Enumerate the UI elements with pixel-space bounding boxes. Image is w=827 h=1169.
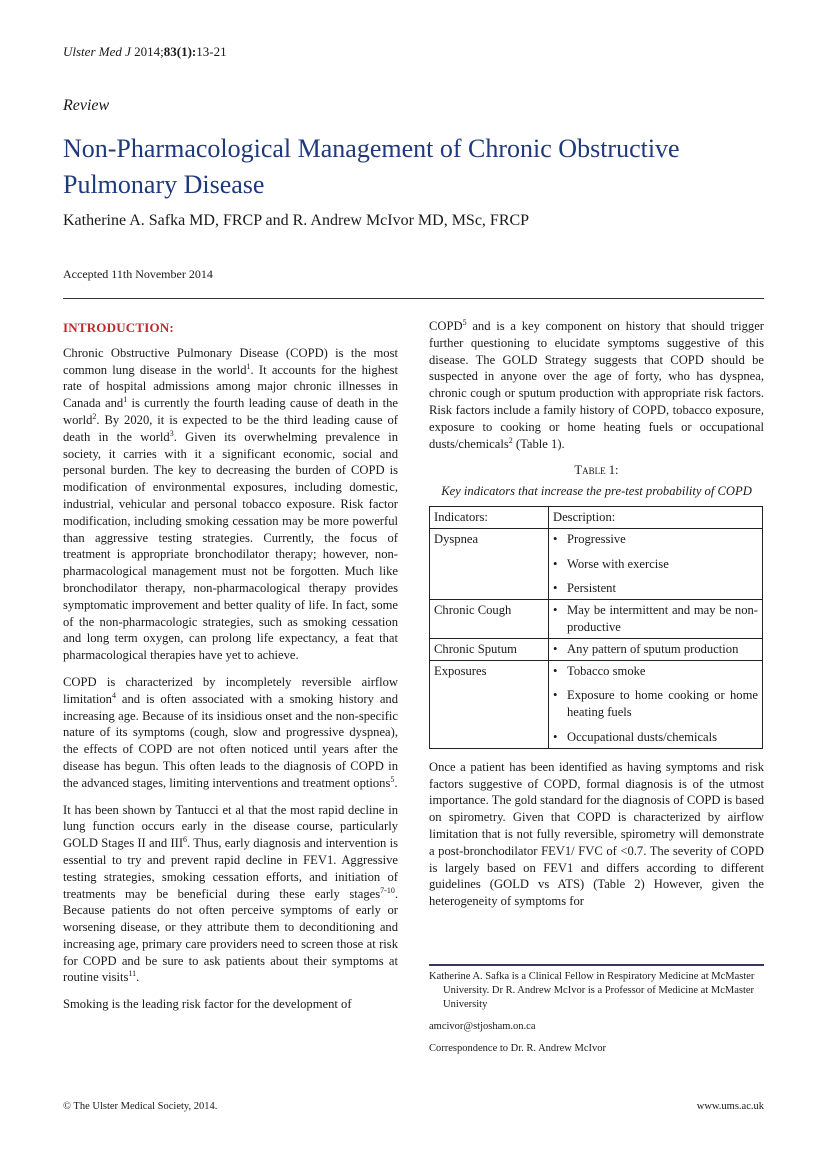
footer-website-link[interactable]: www.ums.ac.uk	[696, 1101, 764, 1112]
bullet-icon: •	[553, 729, 558, 744]
section-heading-introduction: INTRODUCTION:	[63, 320, 174, 335]
description-item: • Tobacco smoke	[553, 663, 646, 678]
citation-ref[interactable]: 3	[169, 428, 174, 438]
indicators-table	[429, 506, 763, 749]
right-column	[429, 318, 764, 920]
citation-ref[interactable]: 6	[183, 834, 188, 844]
article-title: Non-Pharmacological Management of Chronic Obstructive Pulmonary Disease	[63, 134, 680, 199]
citation-ref[interactable]: 7-10	[380, 885, 395, 895]
bullet-icon: •	[553, 663, 558, 678]
citation-ref[interactable]: 2	[92, 411, 97, 421]
paragraph-1: Chronic Obstructive Pulmonary Disease (COPD) is the most common lung disease in the world$^1$. It accounts for the highest rate of hospital admissions among major chronic illnesses in Canada and$^1$ is currently the fourth leading cause of death in the world$^2$. By 2020, it is expected to be the third leading cause of death in the world$^3$. Given its overwhelming prevalence in society, it carries with it a significant economic, social and personal burden. The key to decreasing the burden of COPD is modification of environmental exposures, including domestic, industrial, vehicular and personal tobacco exposure. Risk factor modification, including smoking cessation may be more powerful than aggressive testing strategies. Currently, the focus of treatment is appropriate bronchodilator therapy; however, non-pharmacological management must not be forgotten. Much like bronchodilator therapy, non-pharmacological therapy provides symptomatic improvement and better quality of life. In fact, some of the non-pharmacologic strategies, such as smoking cessation and long term oxygen, can prolong life expectancy, a feat that pharmacological therapies have yet to achieve.	[63, 345, 399, 663]
table-header-cell: Indicators:	[430, 506, 549, 528]
bullet-icon: •	[553, 603, 558, 618]
paragraph-6: Once a patient has been identified as having symptoms and risk factors suggestive of COPD, formal diagnosis is of the utmost importance. The gold standard for the diagnosis of COPD is based on spirometry. Given that COPD is characterized by airflow limitation that is not fully reversible, spirometry will demonstrate a post-bronchodilator FEV1/ FVC of <0.7. The severity of COPD is largely based on FEV1 and differs according to different guidelines (GOLD vs ATS) (Table 2) However, given the heterogeneity of symptoms for	[429, 759, 764, 909]
description-cell	[549, 660, 763, 748]
table-header-row	[430, 506, 763, 528]
description-item: • Worse with exercise	[553, 556, 669, 571]
table-header-cell: Description:	[549, 506, 763, 528]
table-row	[430, 600, 763, 639]
authors: Katherine A. Safka MD, FRCP and R. Andrew McIvor MD, MSc, FRCP	[63, 212, 530, 229]
journal-year: 2014;	[134, 44, 164, 59]
indicator-cell: Exposures	[430, 660, 549, 748]
bullet-icon: •	[553, 581, 558, 596]
journal-pages: 13-21	[196, 44, 227, 59]
bullet-icon: •	[553, 688, 558, 703]
description-item: • May be intermittent and may be non-productive	[553, 603, 758, 634]
contact-email[interactable]: amcivor@stjosham.on.ca	[429, 1021, 536, 1032]
table-row	[430, 528, 763, 599]
correspondence-note: Correspondence to Dr. R. Andrew McIvor	[429, 1043, 607, 1054]
description-cell	[549, 638, 763, 660]
table-caption: Key indicators that increase the pre-test probability of COPD	[441, 484, 752, 499]
accepted-date: Accepted 11th November 2014	[63, 267, 213, 281]
paragraph-5: COPD$^5$ and is a key component on history that should trigger further questioning to elucidate symptoms suggestive of this disease. The GOLD Strategy suggests that COPD should be suspected in anyone over the age of forty, who has dyspnea, chronic cough or sputum production with appropriate risk factors. Risk factors include a family history of COPD, tobacco exposure, exposure to cooking or home heating fuels or occupational dusts/chemicals$^2$ (Table 1).	[429, 317, 764, 451]
citation-ref[interactable]: 1	[246, 361, 251, 371]
header-divider	[63, 298, 764, 299]
footer-copyright: © The Ulster Medical Society, 2014.	[63, 1101, 218, 1112]
table-row	[430, 660, 763, 748]
description-item: • Progressive	[553, 531, 626, 546]
description-item: • Any pattern of sputum production	[553, 641, 739, 656]
citation-ref[interactable]: 4	[111, 690, 116, 700]
description-cell	[549, 528, 763, 599]
bullet-icon: •	[553, 531, 558, 546]
citation-ref[interactable]: 11	[128, 969, 137, 979]
citation-ref[interactable]: 5	[462, 317, 467, 327]
indicator-cell: Chronic Cough	[430, 600, 549, 639]
citation-ref[interactable]: 2	[508, 435, 513, 445]
journal-volume: 83(1):	[163, 44, 197, 59]
bullet-icon: •	[553, 641, 558, 656]
journal-name: Ulster Med J	[63, 44, 131, 59]
paragraph-3: It has been shown by Tantucci et al that the most rapid decline in lung function occurs early in the disease course, particularly GOLD Stages II and III$^6$. Thus, early diagnosis and intervention is essential to try and prevent rapid decline in FEV1. Aggressive testing strategies, smoking cessation efforts, and initiation of treatments may be beneficial during these early stages$^{7-10}$. Because patients do not often perceive symptoms of early or worsening disease, or they attribute them to deconditioning and increasing age, primary care providers need to screen those at risk for COPD and be sure to ask patients about their symptoms at routine visits$^{11}$.	[63, 802, 398, 985]
indicator-cell: Dyspnea	[430, 528, 549, 599]
journal-citation	[63, 44, 227, 60]
paragraph-2: COPD is characterized by incompletely reversible airflow limitation$^4$ and is often associated with a smoking history and increasing age. Because of its insidious onset and the non-specific nature of its symptoms (cough, slow and progressive dyspnea), the effects of COPD are not often noticed until years after the disease has begun. This often leads to the diagnosis of COPD in the advanced stages, limiting interventions and treatment options$^5$.	[63, 674, 398, 790]
description-item: • Occupational dusts/chemicals	[553, 729, 718, 744]
citation-ref[interactable]: 5	[390, 774, 395, 784]
indicator-cell: Chronic Sputum	[430, 638, 549, 660]
article-type: Review	[63, 97, 110, 114]
description-cell	[549, 600, 763, 639]
description-item: • Persistent	[553, 581, 616, 596]
footnote-divider	[429, 964, 764, 966]
footnotes	[429, 970, 764, 1064]
table-label: Table 1:	[574, 463, 619, 478]
description-item: • Exposure to home cooking or home heating fuels	[553, 688, 758, 720]
author-affiliations: Katherine A. Safka is a Clinical Fellow in Respiratory Medicine at McMaster University. Dr R. Andrew McIvor is a Professor of Medicine at McMaster University	[429, 971, 755, 1010]
citation-ref[interactable]: 1	[123, 395, 128, 404]
bullet-icon: •	[553, 556, 558, 571]
paragraph-4: Smoking is the leading risk factor for the development of	[63, 997, 352, 1012]
table-row	[430, 638, 763, 660]
left-column	[63, 318, 398, 1023]
